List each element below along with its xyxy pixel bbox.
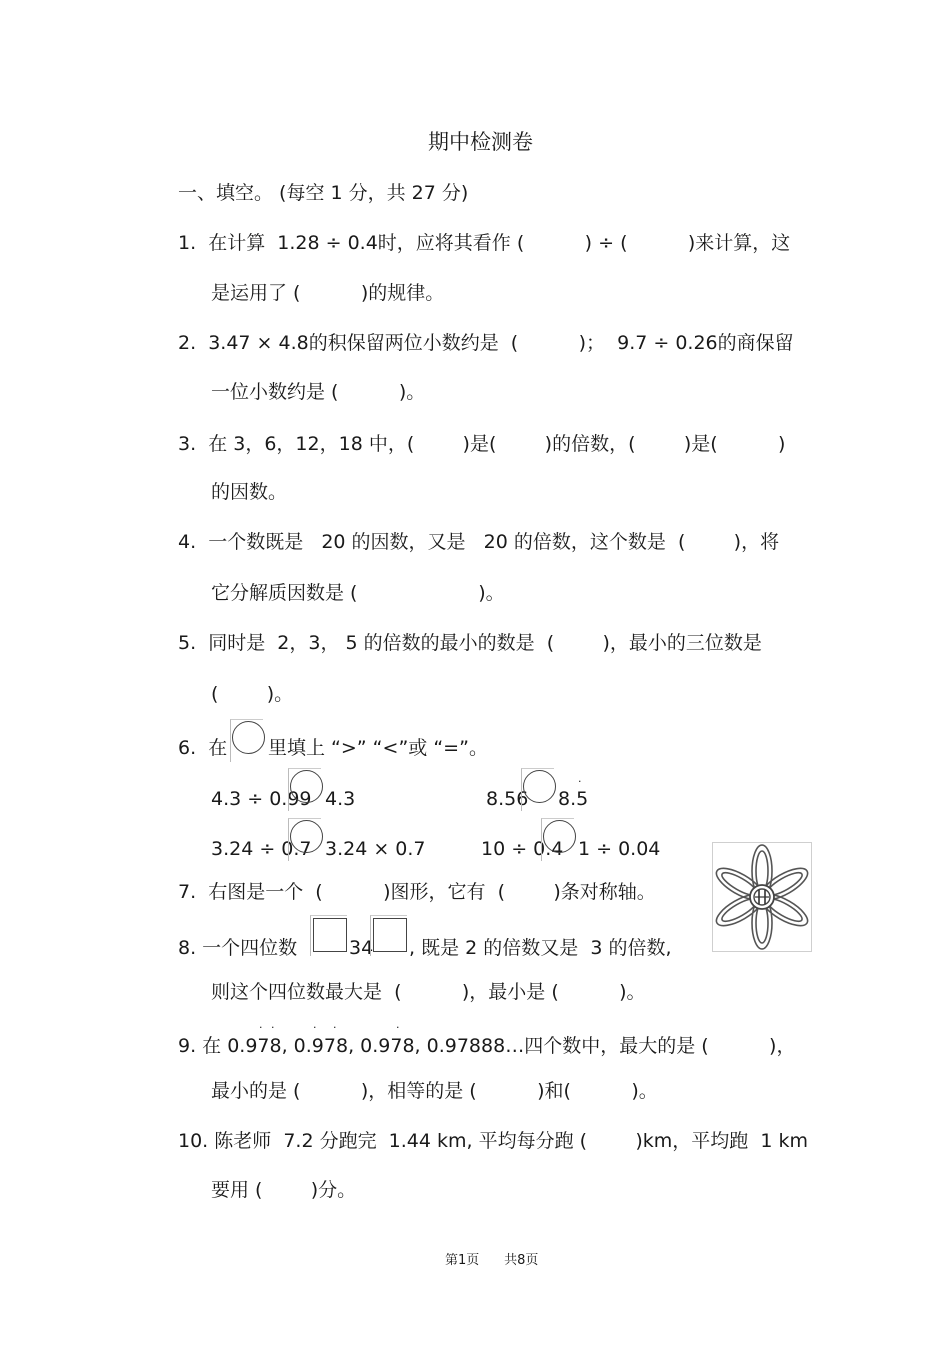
question-6-instruction: 里填上 “>” “<”或 “=”。	[268, 737, 488, 759]
question-3-line-1: 3. 在 3，6，12，18 中，( )是( )的倍数，( )是( )	[178, 433, 786, 455]
question-8-digits: 34	[349, 937, 374, 959]
digit-box-thousands[interactable]	[313, 918, 347, 952]
question-5-line-2: ( )。	[211, 683, 294, 705]
repeating-decimal-dot: ·	[313, 1021, 317, 1034]
repeating-decimal-dot: ·	[578, 775, 582, 788]
comparison-circle-icon[interactable]	[290, 770, 323, 803]
compare-1-right: 4.3	[325, 788, 356, 810]
flower-symmetry-figure	[712, 842, 812, 952]
question-2-line-2: 一位小数约是 ( )。	[211, 381, 426, 403]
page-footer: 第1页 共8页	[445, 1253, 539, 1268]
compare-1-left: 4.3 ÷ 0.99	[211, 788, 312, 810]
question-8-line-2: 则这个四位数最大是 ( )，最小是 ( )。	[211, 981, 646, 1003]
repeating-decimal-dot: ·	[259, 1021, 263, 1034]
question-9-line-2: 最小的是 ( )，相等的是 ( )和( )。	[211, 1080, 658, 1102]
question-6-label: 6. 在	[178, 737, 228, 759]
comparison-circle-icon[interactable]	[543, 820, 576, 853]
digit-box-ones[interactable]	[373, 918, 407, 952]
compare-3-right: 3.24 × 0.7	[325, 838, 426, 860]
question-8-condition: , 既是 2 的倍数又是 3 的倍数,	[409, 937, 672, 959]
question-1-line-1: 1. 在计算 1.28 ÷ 0.4时，应将其看作 ( ) ÷ ( )来计算，这	[178, 232, 791, 254]
question-4-line-2: 它分解质因数是 ( )。	[211, 582, 505, 604]
question-10-line-2: 要用 ( )分。	[211, 1179, 357, 1201]
repeating-decimal-dot: ·	[396, 1021, 400, 1034]
question-3-line-2: 的因数。	[211, 481, 288, 503]
question-2-line-1: 2. 3.47 × 4.8的积保留两位小数约是 ( )； 9.7 ÷ 0.26的商保留	[178, 332, 794, 354]
compare-2-left: 8.56	[486, 788, 529, 810]
question-5-line-1: 5. 同时是 2，3， 5 的倍数的最小的数是 ( )，最小的三位数是	[178, 632, 762, 654]
compare-4-right: 1 ÷ 0.04	[578, 838, 661, 860]
repeating-decimal-dot: ·	[271, 1021, 275, 1034]
compare-2-right: 8.5	[558, 788, 589, 810]
comparison-circle-icon[interactable]	[290, 820, 323, 853]
comparison-circle-icon	[232, 721, 265, 754]
compare-3-left: 3.24 ÷ 0.7	[211, 838, 312, 860]
repeating-decimal-dot: ·	[333, 1021, 337, 1034]
question-10-line-1: 10. 陈老师 7.2 分跑完 1.44 km, 平均每分跑 ( )km，平均跑 1 km	[178, 1130, 809, 1152]
question-1-line-2: 是运用了 ( )的规律。	[211, 282, 445, 304]
question-4-line-1: 4. 一个数既是 20 的因数，又是 20 的倍数，这个数是 ( )，将	[178, 531, 780, 553]
compare-4-left: 10 ÷ 0.4	[481, 838, 564, 860]
section-heading: 一、填空。 (每空 1 分，共 27 分)	[178, 182, 469, 204]
comparison-circle-icon[interactable]	[523, 770, 556, 803]
question-8-prefix: 8. 一个四位数	[178, 937, 298, 959]
question-9-line-1: 9. 在 0.978, 0.978, 0.978, 0.97888…四个数中，最大的是 ( )，	[178, 1035, 796, 1057]
page-title: 期中检测卷	[428, 130, 533, 154]
question-7: 7. 右图是一个 ( )图形，它有 ( )条对称轴。	[178, 881, 656, 903]
